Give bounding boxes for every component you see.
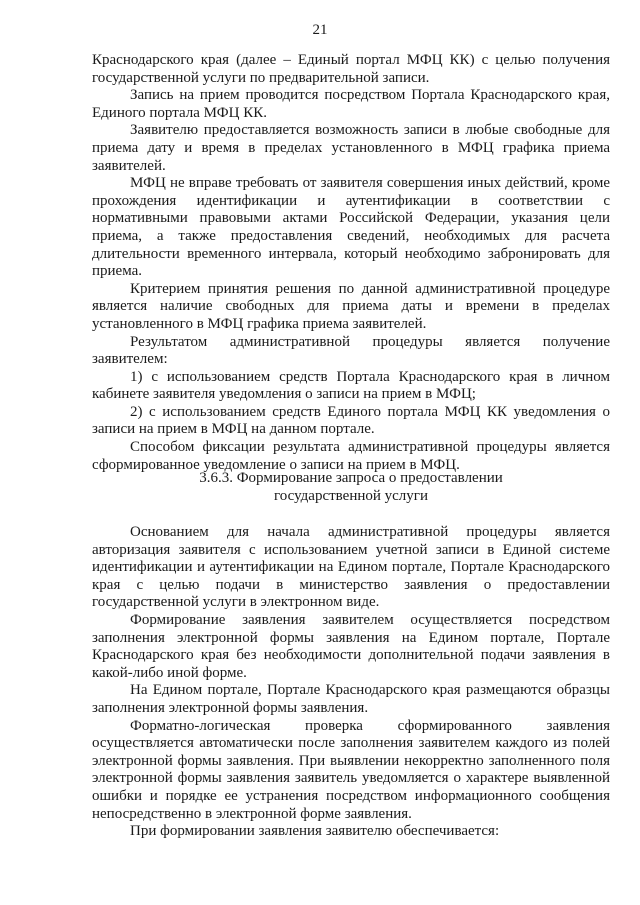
paragraph: Форматно-логическая проверка сформированного заявления осуществляется автоматически после заполнения заявителем каждого из полей электронной формы заявления. При выявлении некорректно заполненного поля электронной формы заявления заявитель уведомляется о характере выявленной ошибки и порядке ее устранения посредством информационного сообщения непосредственно в электронной форме заявления. xyxy=(92,717,610,822)
text-block-bottom xyxy=(92,524,610,841)
paragraph: При формировании заявления заявителю обеспечивается: xyxy=(130,823,500,840)
paragraph: Способом фиксации результата административной процедуры является сформированное уведомление о записи на прием в МФЦ. xyxy=(92,439,610,473)
paragraph: Основанием для начала административной процедуры является авторизация заявителя с использованием учетной записи в Единой системе идентификации и аутентификации на Едином портале, Портале Краснодарского края с целью подачи в министерство заявления о предоставлении государственной услуги в электронном виде. xyxy=(92,524,610,611)
list-item: 1) с использованием средств Портала Краснодарского края в личном кабинете заявителя уведомления о записи на прием в МФЦ; xyxy=(92,368,610,403)
paragraph: На Едином портале, Портале Краснодарского края размещаются образцы заполнения электронной формы заявления. xyxy=(92,682,610,716)
paragraph: Результатом административной процедуры является получение заявителем: xyxy=(92,333,610,368)
paragraph: Краснодарского края (далее – Единый портал МФЦ КК) с целью получения государственной услуги по предварительной записи. xyxy=(92,52,610,86)
text-block-top xyxy=(92,52,610,474)
paragraph: Формирование заявления заявителем осуществляется посредством заполнения электронной формы заявления на Едином портале, Портале Краснодарского края без необходимости дополнительной подачи заявления в какой-либо иной форме. xyxy=(92,611,610,681)
paragraph: Запись на прием проводится посредством Портала Краснодарского края, Единого портала МФЦ КК. xyxy=(92,87,610,121)
section-heading xyxy=(92,470,610,505)
list-item: 2) с использованием средств Единого портала МФЦ КК уведомления о записи на прием в МФЦ на данном портале. xyxy=(92,403,610,438)
page-number: 21 xyxy=(312,22,328,38)
section-heading-line: 3.6.3. Формирование запроса о предоставлении xyxy=(199,470,503,486)
paragraph: Заявителю предоставляется возможность записи в любые свободные для приема дату и время в пределах установленного в МФЦ графика приема заявителей. xyxy=(92,122,610,174)
paragraph: Критерием принятия решения по данной административной процедуре является наличие свободных для приема даты и времени в пределах установленного в МФЦ графика приема заявителей. xyxy=(92,280,610,332)
section-heading-line: государственной услуги xyxy=(274,487,428,504)
paragraph: МФЦ не вправе требовать от заявителя совершения иных действий, кроме прохождения идентификации и аутентификации в соответствии с нормативными правовыми актами Российской Федерации, указания цели приема, а также предоставления сведений, необходимых для расчета длительности временного интервала, который необходимо забронировать для приема. xyxy=(92,175,610,280)
